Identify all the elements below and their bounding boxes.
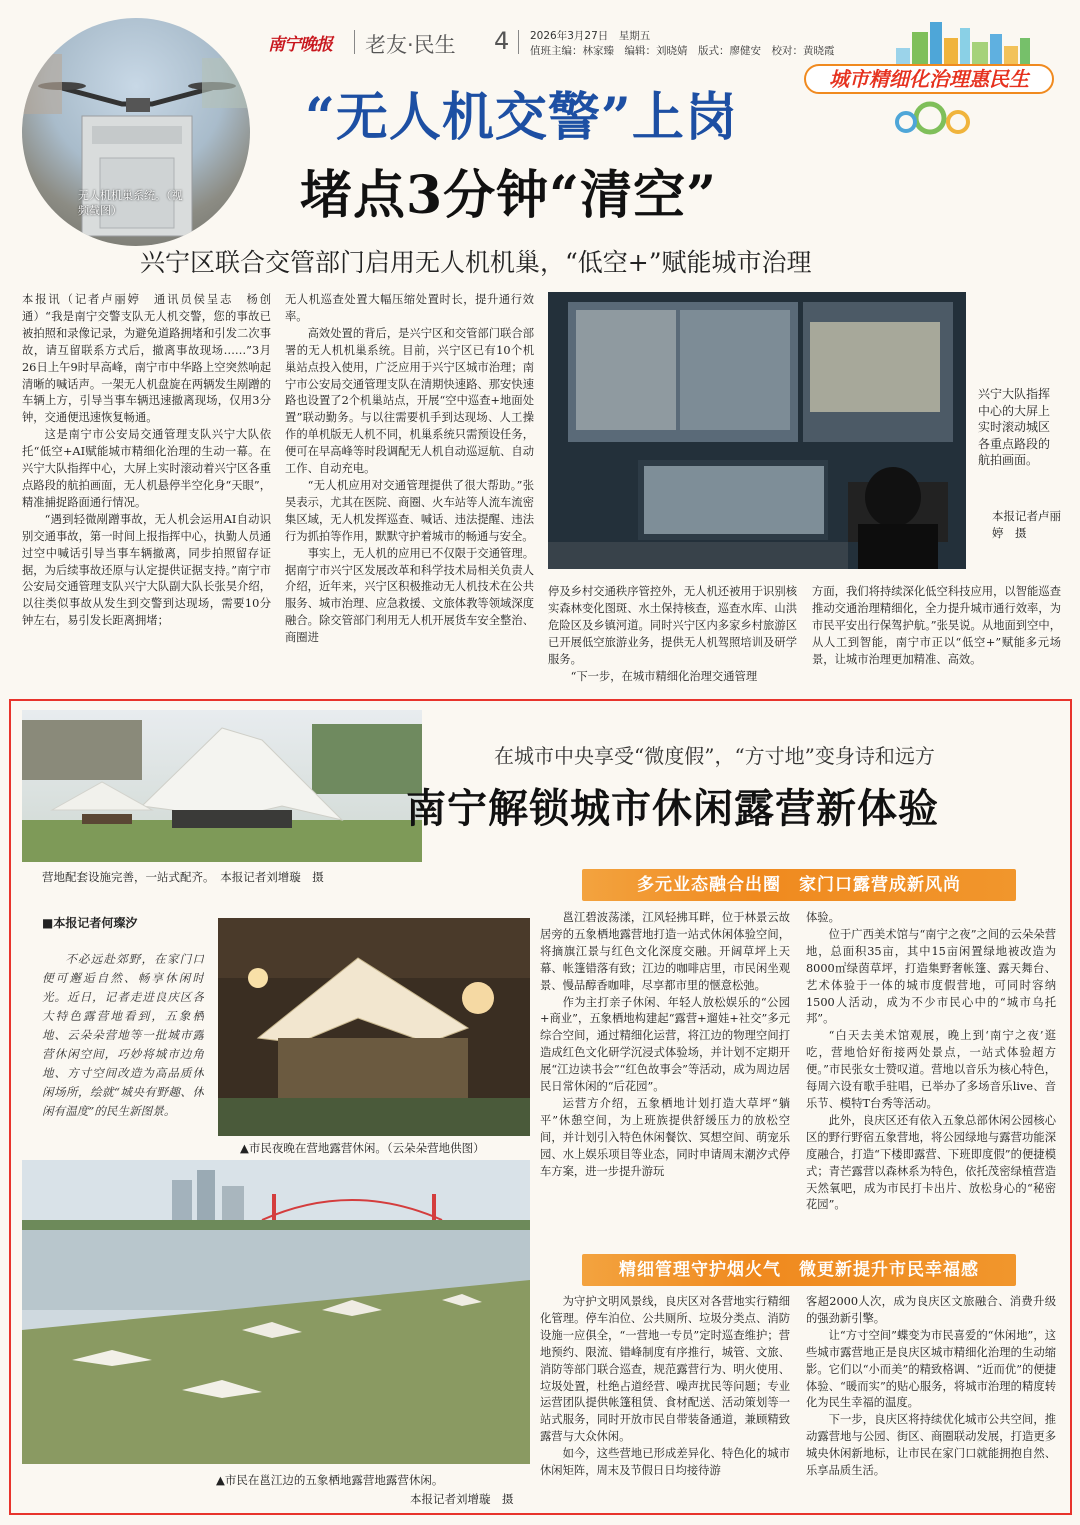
- paragraph: 方面，我们将持续深化低空科技应用，以智能巡查推动交通治理精细化，全力提升城市通行效率，为市民平安出行保驾护航。”张昊说。从地面到空中，从人工到智能，南宁市正以“低空+”赋能多元场景，让城市治理更加精准、高效。: [812, 585, 1061, 666]
- paragraph: 为守护文明风景线，良庆区对各营地实行精细化管理。停车泊位、公共厕所、垃圾分类点、消防设施一应俱全，“一营地一专员”定时巡查维护；营地预约、限流、错峰制度有序推行，城管、文旅、消防等部门联合巡查，规范露营行为、明火使用、垃圾处置，杜绝占道经营、噪声扰民等问题；专业运营团队提供帐篷租赁、食材配送、活动策划等一站式服务，同时开放市民自带装备通道，兼顾精致露营与大众休闲。: [540, 1295, 790, 1444]
- night-tent-icon: [218, 918, 530, 1136]
- monitor-screens-icon: [548, 292, 966, 569]
- paragraph: 作为主打亲子休闲、年轻人放松娱乐的“公园+商业”，五象栖地构建起“露营+遛娃+社交”多元综合空间，通过精细化运营，将江边的物理空间打造成红色文化研学沉浸式体验场，并计划不定期开展“江边读书会”“红色故事会”等活动，成为周边居民日常休闲的“后花园”。: [540, 995, 790, 1094]
- masthead: [262, 27, 835, 64]
- paragraph: 如今，这些营地已形成差异化、特色化的城市休闲矩阵，周末及节假日日均接待游: [540, 1447, 790, 1478]
- column-title: 城市精细化治理惠民生: [804, 64, 1054, 94]
- command-center-photo: [548, 292, 966, 569]
- camping-kicker: 在城市中央享受“微度假”，“方寸地”变身诗和远方: [494, 744, 935, 768]
- paragraph: 此外，良庆区还有依入五象总部休闲公园核心区的野行野宿五象营地，将公园绿地与露营功能深度融合，打造“下楼即露营、下班即度假”的便捷模式；青芒露营以森林系为特色，依托茂密绿植营造天然氧吧，成为市民打卡出片、放松身心的“秘密花园”。: [806, 1113, 1056, 1212]
- riverside-icon: [22, 1160, 530, 1464]
- article1-column-1: [22, 292, 271, 694]
- camping-lead: [42, 950, 204, 1140]
- page-divider: [518, 30, 519, 54]
- command-center-credit: 本报记者卢丽婷 摄: [992, 509, 1061, 540]
- paragraph: 邕江碧波荡漾，江风轻拂耳畔，位于林景云故居旁的五象栖地露营地打造一站式休闲体验空间，将摘旗江景与红色文化深度交融。开阔草坪上天幕、帐篷错落有致；江边的咖啡店里，市民闲坐观景、慢品醇香咖啡，尽享都市里的惬意松弛。: [540, 911, 790, 992]
- paragraph: 无人机巡查处置大幅压缩处置时长，提升通行效率。: [285, 293, 534, 323]
- camping-column-D: [806, 1294, 1056, 1506]
- paragraph: 位于广西美术馆与“南宁之夜”之间的云朵朵营地，总面积35亩，其中15亩闲置绿地被改造为8000㎡绿茵草坪，打造集野奢帐篷、露天舞台、艺术体验于一体的城市度假营地，可同时容纳1500人活动，成为不少市民心中的“城市乌托邦”。: [806, 927, 1056, 1026]
- subheadline: 兴宁区联合交管部门启用无人机机巢，“低空+”赋能城市治理: [140, 248, 812, 277]
- drone-nest-photo: [22, 18, 250, 246]
- article1-column-2: [285, 292, 534, 694]
- paragraph: 本报讯（记者卢丽婷 通讯员侯呈志 杨创通）“我是南宁交警支队无人机交警，您的事故已被拍照和录像记录，为避免道路拥堵和引发二次事故，请互留联系方式后，撤离事故现场……”3月26日上午9时早高峰，南宁市中华路上空突然响起清晰的喊话声。一架无人机盘旋在两辆发生剐蹭的车辆上方，引导当事车辆迅速撤离现场，仅用3分钟，交通便迅速恢复畅通。: [22, 293, 271, 425]
- editor-credits: 值班主编：林家臻 编辑：刘晓婧 版式：廖健安 校对：黄晓霞: [530, 45, 835, 57]
- paragraph: 高效处置的背后，是兴宁区和交管部门联合部署的无人机机巢系统。目前，兴宁区已有10个机巢站点投入使用，广泛应用于兴宁区城市治理；南宁市公安局交通管理支队在清期快速路、那安快速路也设置了2个机巢站点，开展“空中巡查+地面处置”联动勤务。与以往需要机手到达现场、人工操作的单机版无人机不同，机巢系统只需预设任务，便可在早高峰等时段调配无人机自动巡逗航、自动工作、自动充电。: [285, 326, 534, 476]
- paragraph: 体验。: [806, 911, 840, 924]
- camping-column-B: [806, 910, 1056, 1245]
- paragraph: 客超2000人次，成为良庆区文旅融合、消费升级的强劲新引擎。: [806, 1295, 1056, 1325]
- riverside-camping-credit: 本报记者刘增璇 摄: [410, 1492, 514, 1506]
- page-number: 4: [494, 27, 510, 55]
- camping-byline: ■本报记者何璨汐: [42, 916, 138, 930]
- camping-column-A: [540, 910, 790, 1245]
- newspaper-logo: 南宁晚报: [268, 35, 332, 55]
- headline-line1: “无人机交警”上岗: [305, 87, 738, 148]
- riverside-camping-caption: ▲市民在邕江边的五象栖地露营地露营休闲。: [216, 1473, 444, 1487]
- night-camping-caption: ▲市民夜晚在营地露营休闲。（云朵朵营地供图）: [240, 1141, 485, 1155]
- lead-paragraph: 不必远赴郊野，在家门口便可邂逅自然、畅享休闲时光。近日，记者走进良庆区各大特色露营地看到，五象栖地、云朵朵营地等一批城市露营休闲空间，巧妙将城市边角地、方寸空间改造为高品质休闲场所，绘就“城央有野趣、休闲有温度”的民生新图景。: [42, 952, 204, 1118]
- riverside-camping-photo: [22, 1160, 530, 1464]
- paragraph: 下一步，良庆区将持续优化城市公共空间，推动露营地与公园、街区、商圈联动发展，打造更多城央休闲新地标，让市民在家门口就能拥抱自然、乐享品质生活。: [806, 1413, 1056, 1478]
- section-divider: [354, 30, 355, 54]
- paragraph: “下一步，在城市精细化治理交通管理: [570, 669, 758, 683]
- camping-column-C: [540, 1294, 790, 1506]
- column-logo: [800, 18, 1062, 138]
- section-name: 老友·民生: [365, 33, 456, 57]
- paragraph: “遇到轻微剐蹭事故，无人机会运用AI自动识别交通事故，第一时间上报指挥中心，执勤人员通过空中喊话引导当事车辆撤离，同步拍照留存证据，为后续事故还原与认定提供证据支持。”南宁市公安局交通管理支队兴宁大队副大队长张昊介绍，以往类似事故从发生到交警到达现场，需要10分钟左右，易引发长距离拥堵；: [22, 512, 271, 628]
- paragraph: 事实上，无人机的应用已不仅限于交通管理。据南宁市兴宁区发展改革和科学技术局相关负责人介绍，近年来，兴宁区积极推动无人机技术在公共服务、城市治理、应急救援、文旅体教等领域深度融合。除交管部门利用无人机开展货车安全整治、商圈进: [285, 546, 534, 645]
- section-subhead-2: 精细管理守护烟火气 微更新提升市民幸福感: [582, 1254, 1016, 1286]
- paragraph: 这是南宁市公安局交通管理支队兴宁大队依托“低空+AI赋能城市精细化治理的生动一幕。在兴宁大队指挥中心，大屏上实时滚动着兴宁区各重点路段的航拍画面，无人机悬停半空化身“天眼”，精准捕捉路面通行情况。: [22, 428, 271, 509]
- paragraph: 停及乡村交通秩序管控外，无人机还被用于识别核实森林变化图斑、水土保持核查，巡查水库、山洪危险区及乡镇河道。同时兴宁区内多家乡村旅游区已开展低空旅游业务，提供无人机驾照培训及研学服务。: [548, 585, 797, 666]
- night-camping-photo: [218, 918, 530, 1136]
- tent-canopy-icon: [22, 710, 422, 862]
- campsite-tents-caption: 营地配套设施完善，一站式配齐。 本报记者刘增璇 摄: [42, 870, 324, 884]
- campsite-tents-photo: [22, 710, 422, 862]
- issue-date: 2026年3月27日 星期五: [530, 30, 651, 42]
- paragraph: 运营方介绍，五象栖地计划打造大草坪“躺平”休憩空间，为上班族提供舒缓压力的放松空间，并计划引入特色休闲餐饮、冥想空间、萌宠乐园、水上娱乐项目等业态，同时申请周末潮汐式停车方案，进一步提升游玩: [540, 1096, 790, 1178]
- paragraph: “无人机应用对交通管理提供了很大帮助。”张昊表示，尤其在医院、商圈、火车站等人流车流密集区域，无人机发挥巡查、喊话、违法提醒、违法行为抓拍等作用，默默守护着城市的畅通与安全。: [285, 478, 534, 543]
- headline-line2: 堵点3分钟“清空”: [300, 165, 718, 226]
- camping-headline: 南宁解锁城市休闲露营新体验: [406, 785, 939, 832]
- paragraph: 让“方寸空间”蝶变为市民喜爱的“休闲地”，这些城市露营地正是良庆区城市精细化治理的生动缩影。它们以“小而美”的精致格调、“近而优”的便捷体验、“暖而实”的贴心服务，将城市治理的精度转化为民生幸福的温度。: [806, 1328, 1056, 1410]
- section-subhead-1: 多元业态融合出圈 家门口露营成新风尚: [582, 869, 1016, 901]
- photo-caption: 无人机机巢系统。（视频截图）: [78, 189, 183, 217]
- command-center-caption: 兴宁大队指挥中心的大屏上实时滚动城区各重点路段的航拍画面。: [978, 387, 1051, 467]
- article1-column-3: [548, 584, 797, 694]
- article1-column-4: [812, 584, 1061, 694]
- paragraph: “白天去美术馆观展，晚上到‘南宁之夜’逛吃，营地恰好衔接两处景点，一站式体验超方便。”市民张女士赞叹道。营地以音乐为核心特色，每周六设有歌手驻唱，已举办了多场音乐live、音乐节、模特T台秀等活动。: [806, 1029, 1056, 1110]
